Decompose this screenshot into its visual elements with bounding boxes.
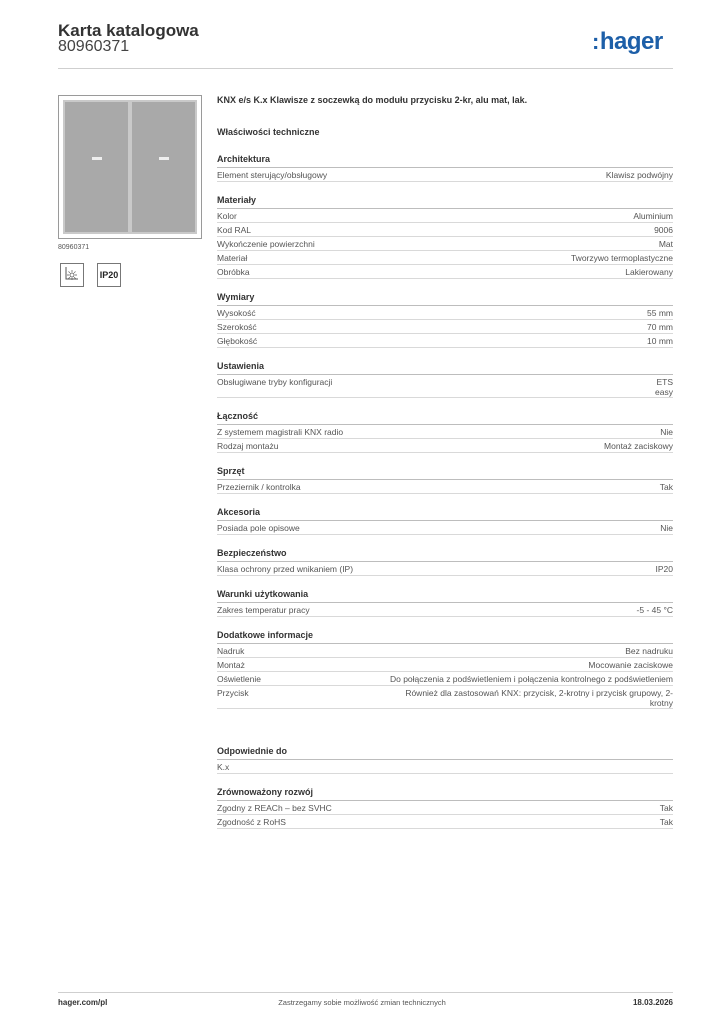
footer-divider bbox=[58, 992, 673, 993]
spec-value: ETS easy bbox=[655, 377, 673, 397]
spec-row bbox=[217, 760, 673, 774]
section-heading: Ustawienia bbox=[217, 358, 673, 375]
spec-row bbox=[217, 306, 673, 320]
section-heading: Łączność bbox=[217, 408, 673, 425]
spec-label: Przeziernik / kontrolka bbox=[217, 482, 301, 492]
spec-content bbox=[217, 95, 673, 829]
ip20-badge-text: IP20 bbox=[99, 270, 119, 280]
spec-row bbox=[217, 658, 673, 672]
right-key bbox=[132, 102, 195, 232]
spec-value: Montaż zaciskowy bbox=[604, 441, 673, 451]
spec-label: Zgodny z REACh – bez SVHC bbox=[217, 803, 332, 813]
spec-row bbox=[217, 168, 673, 182]
section-heading: Dodatkowe informacje bbox=[217, 627, 673, 644]
spec-row bbox=[217, 801, 673, 815]
spec-value: Tak bbox=[659, 803, 673, 813]
spec-row bbox=[217, 320, 673, 334]
product-image-number: 80960371 bbox=[58, 244, 90, 251]
catalog-number: 80960371 bbox=[58, 38, 130, 55]
spec-label: Montaż bbox=[217, 660, 245, 670]
section-heading: Warunki użytkowania bbox=[217, 586, 673, 603]
spec-value: Tworzywo termoplastyczne bbox=[570, 253, 673, 263]
lens-icon bbox=[159, 157, 169, 160]
spec-label: Przycisk bbox=[217, 688, 249, 698]
spec-row bbox=[217, 265, 673, 279]
header-divider bbox=[58, 68, 673, 69]
footer-website: hager.com/pl bbox=[58, 998, 108, 1007]
spec-row bbox=[217, 334, 673, 348]
spec-value: Tak bbox=[659, 482, 673, 492]
hager-logo bbox=[592, 28, 663, 56]
spec-row bbox=[217, 223, 673, 237]
properties-heading: Właściwości techniczne bbox=[217, 127, 320, 137]
spec-label: Rodzaj montażu bbox=[217, 441, 279, 451]
spec-value: Tak bbox=[659, 817, 673, 827]
section-heading: Bezpieczeństwo bbox=[217, 545, 673, 562]
installation-icon bbox=[60, 263, 84, 287]
section-heading: Wymiary bbox=[217, 289, 673, 306]
sustainability-rows bbox=[217, 801, 673, 829]
spec-row bbox=[217, 686, 673, 709]
spec-value: Aluminium bbox=[633, 211, 673, 221]
section-heading: Materiały bbox=[217, 192, 673, 209]
spec-label: Element sterujący/obsługowy bbox=[217, 170, 328, 180]
suitable-heading: Odpowiednie do bbox=[217, 743, 673, 760]
spec-row bbox=[217, 209, 673, 223]
spec-row bbox=[217, 425, 673, 439]
spec-row bbox=[217, 644, 673, 658]
spec-label: Zgodność z RoHS bbox=[217, 817, 286, 827]
product-title: KNX e/s K.x Klawisze z soczewką do modułu przycisku 2-kr, alu mat, lak. bbox=[217, 95, 528, 105]
spec-row bbox=[217, 603, 673, 617]
spec-row bbox=[217, 521, 673, 535]
logo-text: hager bbox=[599, 28, 663, 55]
spec-label: Materiał bbox=[217, 253, 248, 263]
spec-label: Obróbka bbox=[217, 267, 250, 277]
spec-label: Nadruk bbox=[217, 646, 245, 656]
spec-label: Kolor bbox=[217, 211, 237, 221]
spec-row bbox=[217, 237, 673, 251]
sustainability-heading: Zrównoważony rozwój bbox=[217, 784, 673, 801]
lens-icon bbox=[92, 157, 102, 160]
footer-date: 18.03.2026 bbox=[632, 998, 673, 1007]
spec-sections bbox=[217, 151, 673, 719]
spec-row bbox=[217, 251, 673, 265]
spec-value: Mocowanie zaciskowe bbox=[588, 660, 673, 670]
spec-value: Również dla zastosowań KNX: przycisk, 2-krotny i przycisk grupowy, 2-krotny bbox=[405, 688, 673, 708]
section-heading: Architektura bbox=[217, 151, 673, 168]
spec-row bbox=[217, 439, 673, 453]
spec-row bbox=[217, 672, 673, 686]
spec-value: 55 mm bbox=[647, 308, 673, 318]
spec-row bbox=[217, 480, 673, 494]
spec-label: Wysokość bbox=[217, 308, 256, 318]
spec-value: Mat bbox=[658, 239, 673, 249]
spec-label: Głębokość bbox=[217, 336, 258, 346]
spec-label: Oświetlenie bbox=[217, 674, 261, 684]
spec-label: Obsługiwane tryby konfiguracji bbox=[217, 377, 333, 387]
spec-value: Nie bbox=[660, 427, 673, 437]
keypad-illustration bbox=[63, 100, 197, 234]
spec-value: Bez nadruku bbox=[625, 646, 673, 656]
section-heading: Sprzęt bbox=[217, 463, 673, 480]
spec-label: Kod RAL bbox=[217, 225, 252, 235]
spec-row bbox=[217, 375, 673, 398]
spec-value: Lakierowany bbox=[625, 267, 673, 277]
spec-value: -5 - 45 °C bbox=[636, 605, 673, 615]
spec-label: Klasa ochrony przed wnikaniem (IP) bbox=[217, 564, 354, 574]
ip20-badge bbox=[97, 263, 121, 287]
spec-label: Zakres temperatur pracy bbox=[217, 605, 310, 615]
product-image bbox=[58, 95, 202, 239]
spec-value: 9006 bbox=[654, 225, 673, 235]
footer-disclaimer: Zastrzegamy sobie możliwość zmian technicznych bbox=[278, 998, 446, 1007]
spec-value: Nie bbox=[660, 523, 673, 533]
spec-value: 70 mm bbox=[647, 322, 673, 332]
spec-value: Klawisz podwójny bbox=[605, 170, 673, 180]
left-key bbox=[65, 102, 128, 232]
spec-label: Wykończenie powierzchni bbox=[217, 239, 315, 249]
spec-label: K.x bbox=[217, 762, 230, 772]
spec-row bbox=[217, 815, 673, 829]
logo-dots-icon: : bbox=[592, 29, 599, 54]
spec-value: IP20 bbox=[655, 564, 673, 574]
spec-label: Szerokość bbox=[217, 322, 257, 332]
spec-value: 10 mm bbox=[647, 336, 673, 346]
spec-label: Posiada pole opisowe bbox=[217, 523, 300, 533]
spec-row bbox=[217, 562, 673, 576]
spec-label: Z systemem magistrali KNX radio bbox=[217, 427, 344, 437]
spec-value: Do połączenia z podświetleniem i połączenia kontrolnego z podświetleniem bbox=[389, 674, 673, 684]
page-title: Karta katalogowa bbox=[58, 21, 199, 40]
section-heading: Akcesoria bbox=[217, 504, 673, 521]
